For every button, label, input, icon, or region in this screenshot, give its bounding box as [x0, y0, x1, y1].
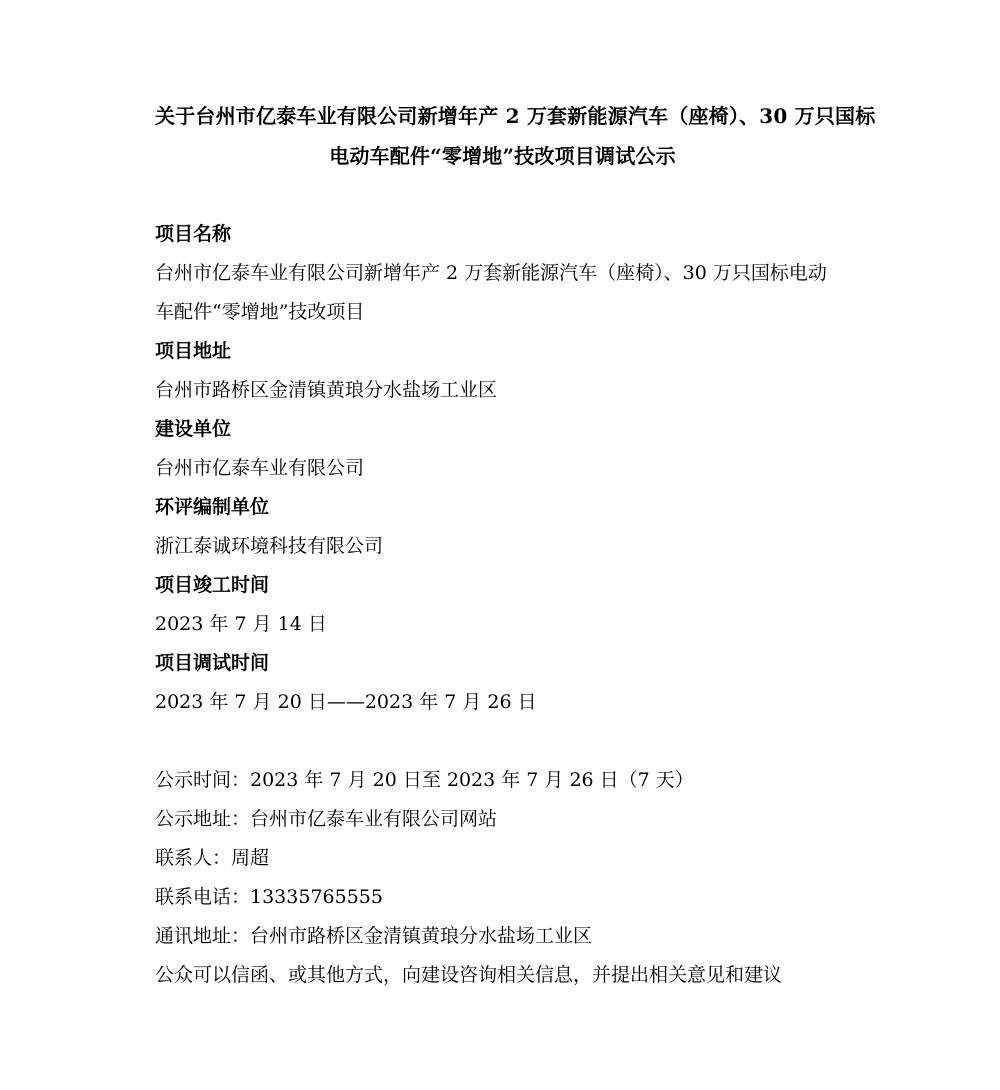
notice-location: 公示地址：台州市亿泰车业有限公司网站 — [155, 808, 498, 830]
section-project-name — [155, 215, 850, 332]
value-line: 台州市亿泰车业有限公司 — [155, 457, 365, 479]
section-value — [155, 527, 850, 566]
title-line: 关于台州市亿泰车业有限公司新增年产 2 万套新能源汽车（座椅）、30 万只国标 — [155, 104, 876, 128]
document-title — [155, 96, 876, 176]
section-label: 项目竣工时间 — [155, 574, 270, 596]
section-label: 项目地址 — [155, 340, 232, 362]
value-line: 车配件“零增地”技改项目 — [155, 301, 365, 323]
section-project-address — [155, 332, 850, 410]
value-line: 2023 年 7 月 20 日——2023 年 7 月 26 日 — [155, 691, 537, 713]
section-trial-period — [155, 644, 850, 722]
section-value — [155, 605, 850, 644]
section-completion-date — [155, 566, 850, 644]
section-label: 建设单位 — [155, 418, 232, 440]
title-line: 电动车配件“零增地”技改项目调试公示 — [329, 144, 676, 168]
notice-mailing-address: 通讯地址：台州市路桥区金清镇黄琅分水盐场工业区 — [155, 925, 593, 947]
value-line: 台州市路桥区金清镇黄琅分水盐场工业区 — [155, 379, 498, 401]
section-label: 环评编制单位 — [155, 496, 270, 518]
section-label: 项目名称 — [155, 223, 232, 245]
section-value — [155, 683, 850, 722]
value-line: 2023 年 7 月 14 日 — [155, 613, 327, 635]
project-info — [155, 215, 850, 722]
section-value — [155, 371, 850, 410]
value-line: 台州市亿泰车业有限公司新增年产 2 万套新能源汽车（座椅）、30 万只国标电动 — [155, 262, 827, 284]
notice-phone: 联系电话：13335765555 — [155, 886, 383, 908]
notice-period: 公示时间：2023 年 7 月 20 日至 2023 年 7 月 26 日（7 天） — [155, 769, 694, 791]
section-construction-unit — [155, 410, 850, 488]
value-line: 浙江泰诚环境科技有限公司 — [155, 535, 384, 557]
public-notice — [155, 761, 850, 995]
notice-contact-person: 联系人：周超 — [155, 847, 270, 869]
section-value — [155, 449, 850, 488]
section-value — [155, 254, 850, 332]
section-label: 项目调试时间 — [155, 652, 270, 674]
section-eia-unit — [155, 488, 850, 566]
notice-feedback-statement: 公众可以信函、或其他方式，向建设咨询相关信息，并提出相关意见和建议 — [155, 964, 783, 986]
